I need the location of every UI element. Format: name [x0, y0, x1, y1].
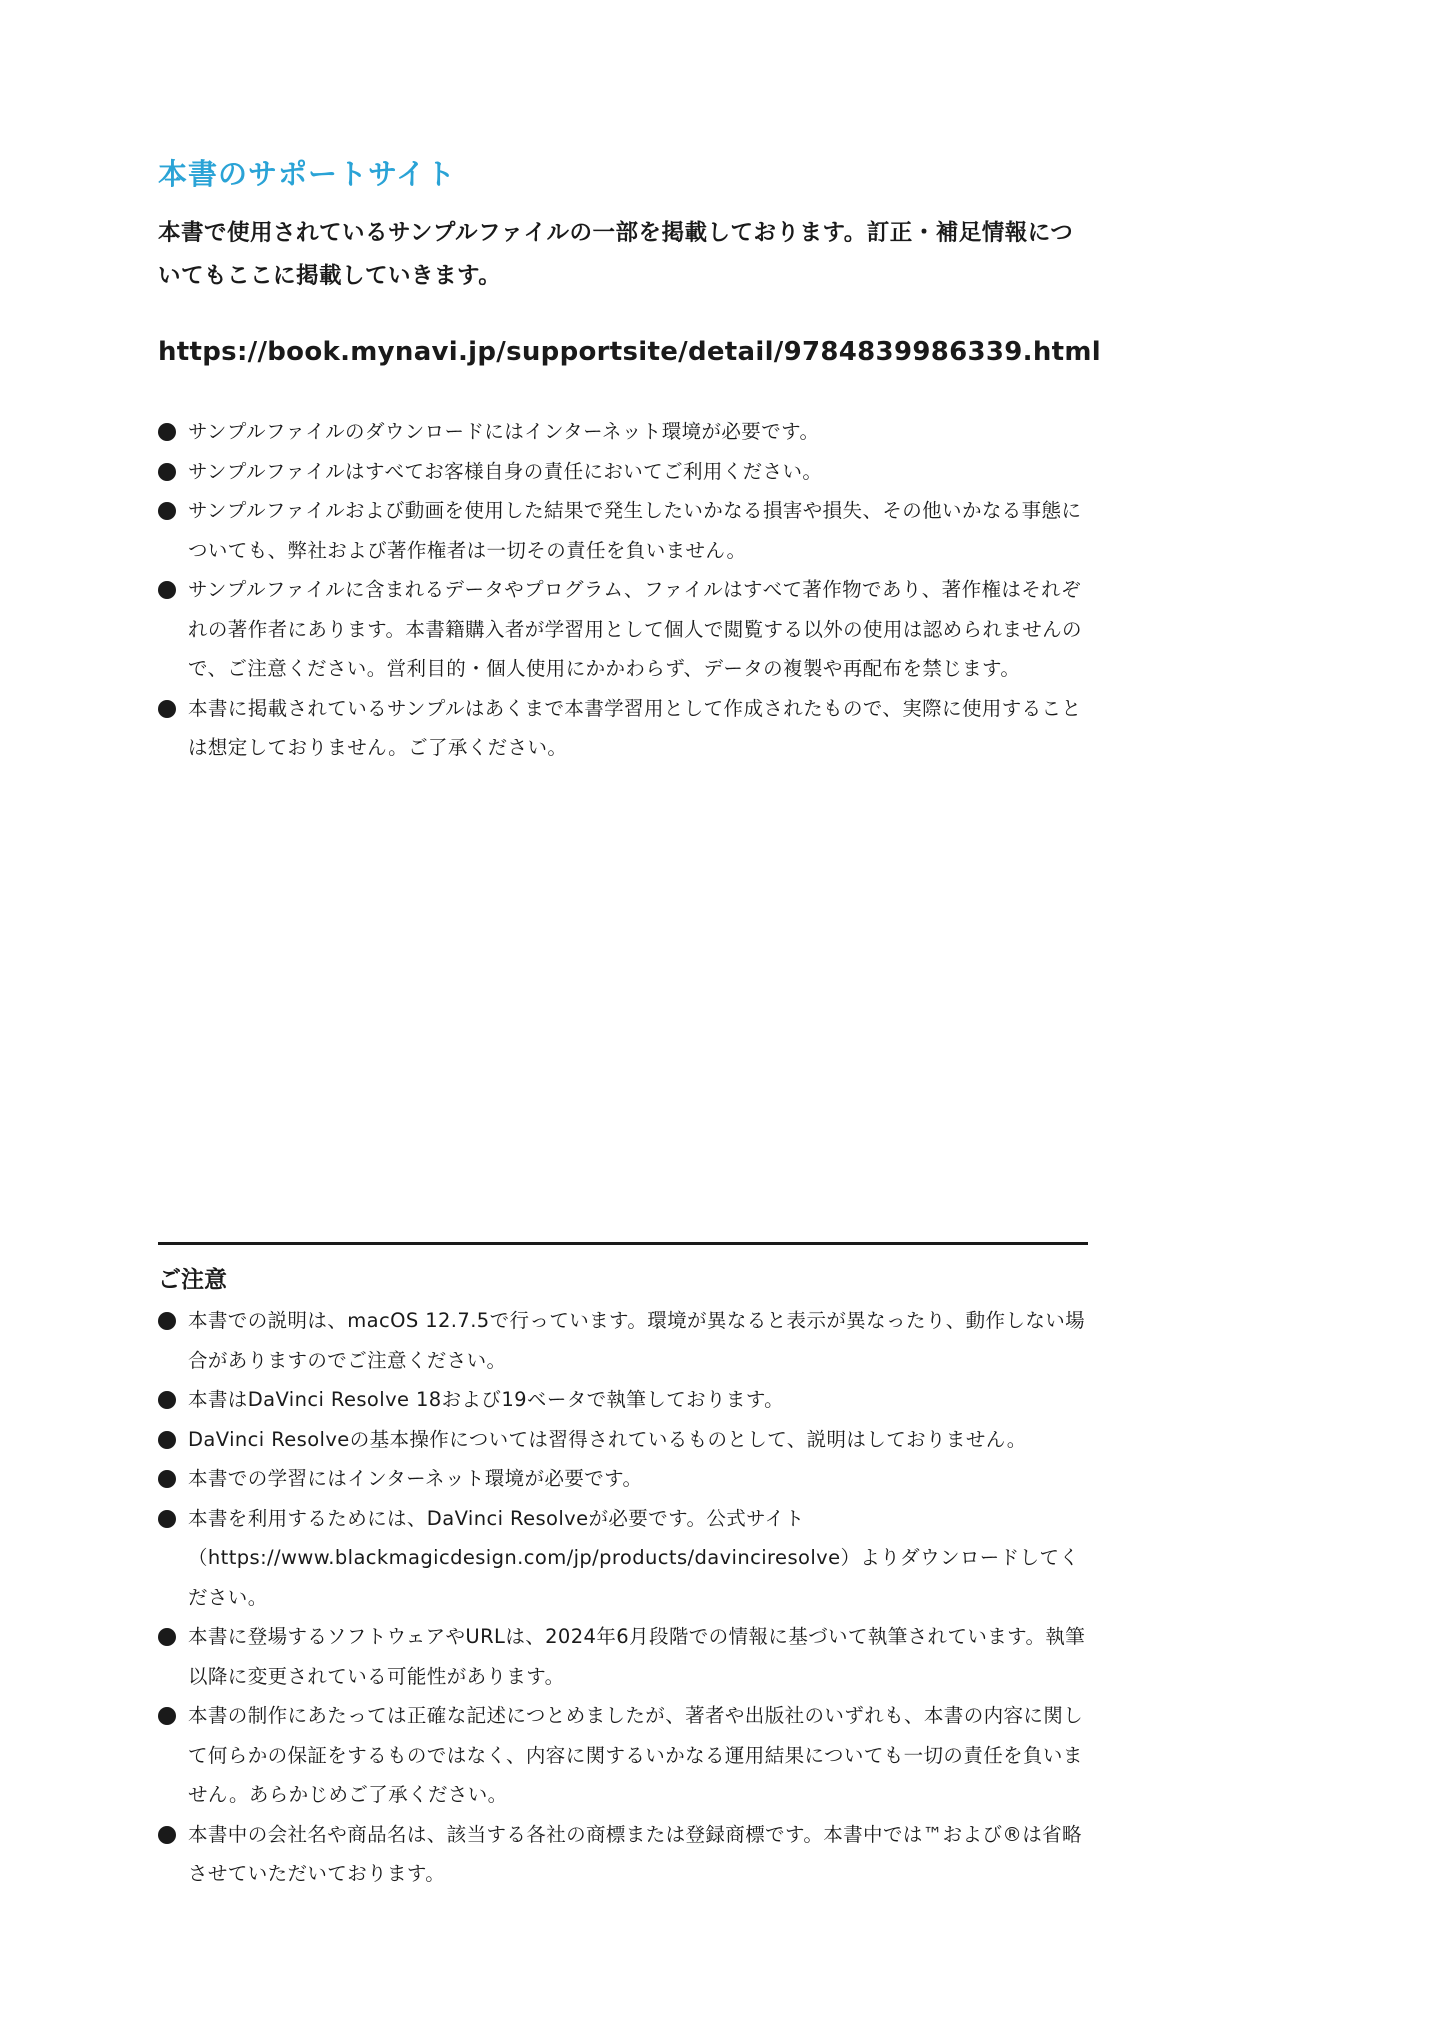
list-item-text: 本書はDaVinci Resolve 18および19ベータで執筆しております。: [188, 1388, 785, 1411]
list-item-text: サンプルファイルはすべてお客様自身の責任においてご利用ください。: [188, 459, 823, 483]
list-item: [158, 1380, 1088, 1420]
bullet-icon: [158, 700, 176, 718]
list-item: [158, 1301, 1088, 1380]
bullet-icon: [158, 502, 176, 520]
list-item: [158, 1815, 1088, 1894]
list-item-text: サンプルファイルに含まれるデータやプログラム、ファイルはすべて著作物であり、著作権はそれぞれの著作者にあります。本書籍購入者が学習用として個人で閲覧する以外の使用は認められませんので、ご注意ください。営利目的・個人使用にかかわらず、データの複製や再配布を禁じます。: [188, 578, 1082, 680]
section-divider: [158, 1242, 1088, 1245]
list-item-text: 本書に登場するソフトウェアやURLは、2024年6月段階での情報に基づいて執筆されています。執筆以降に変更されている可能性があります。: [188, 1625, 1086, 1688]
support-site-title: 本書のサポートサイト: [158, 157, 456, 191]
support-site-url[interactable]: https://book.mynavi.jp/supportsite/detail/9784839986339.html: [158, 337, 1102, 367]
support-site-description: 本書で使用されているサンプルファイルの一部を掲載しております。訂正・補足情報についてもここに掲載していきます。: [158, 220, 1074, 289]
list-item: [158, 491, 1088, 570]
list-item: [158, 1420, 1088, 1460]
bullet-icon: [158, 1431, 176, 1449]
bullet-icon: [158, 1628, 176, 1646]
list-item-text: 本書を利用するためには、DaVinci Resolveが必要です。公式サイト（https://www.blackmagicdesign.com/jp/products/davinciresolve）よりダウンロードしてください。: [188, 1506, 1080, 1609]
list-item: [158, 689, 1088, 768]
list-item: [158, 1696, 1088, 1815]
list-item-text: サンプルファイルのダウンロードにはインターネット環境が必要です。: [188, 420, 820, 443]
bullet-icon: [158, 463, 176, 481]
notice-title: ご注意: [158, 1267, 227, 1293]
bullet-icon: [158, 423, 176, 441]
list-item-text: 本書中の会社名や商品名は、該当する各社の商標または登録商標です。本書中では™および®は省略させていただいております。: [188, 1822, 1082, 1885]
list-item: [158, 452, 1088, 492]
list-item-text: サンプルファイルおよび動画を使用した結果で発生したいかなる損害や損失、その他いかなる事態についても、弊社および著作権者は一切その責任を負いません。: [188, 499, 1082, 562]
list-item: [158, 1459, 1088, 1499]
bullet-icon: [158, 1826, 176, 1844]
list-item: [158, 1617, 1088, 1696]
list-item-text: 本書に掲載されているサンプルはあくまで本書学習用として作成されたもので、実際に使用することは想定しておりません。ご了承ください。: [188, 696, 1082, 759]
list-item-text: 本書での説明は、macOS 12.7.5で行っています。環境が異なると表示が異なったり、動作しない場合がありますのでご注意ください。: [188, 1309, 1086, 1372]
bullet-icon: [158, 1470, 176, 1488]
list-item-text: DaVinci Resolveの基本操作については習得されているものとして、説明はしておりません。: [188, 1427, 1027, 1451]
list-item-text: 本書での学習にはインターネット環境が必要です。: [188, 1467, 643, 1490]
bullet-icon: [158, 1510, 176, 1528]
notice-list: [158, 1301, 1088, 1894]
bullet-icon: [158, 581, 176, 599]
list-item: [158, 570, 1088, 689]
list-item-text: 本書の制作にあたっては正確な記述につとめましたが、著者や出版社のいずれも、本書の内容に関して何らかの保証をするものではなく、内容に関するいかなる運用結果についても一切の責任を負いません。あらかじめご了承ください。: [188, 1704, 1084, 1806]
support-notes-list: [158, 412, 1088, 768]
bullet-icon: [158, 1707, 176, 1725]
list-item: [158, 412, 1088, 452]
bullet-icon: [158, 1391, 176, 1409]
bullet-icon: [158, 1312, 176, 1330]
list-item: [158, 1499, 1088, 1618]
